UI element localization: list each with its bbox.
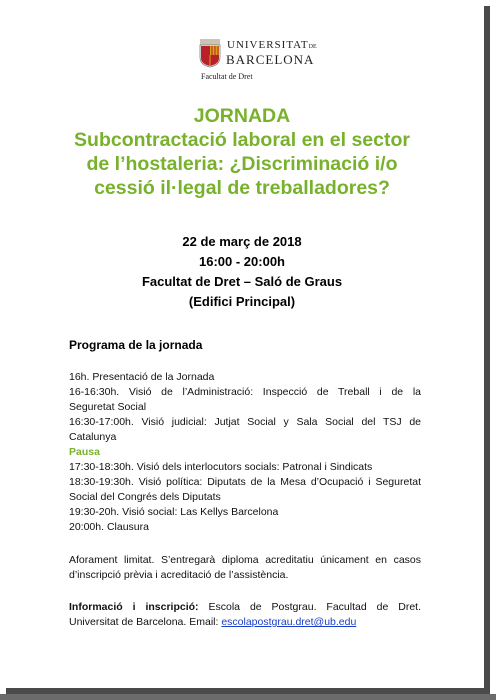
- program-heading: Programa de la jornada: [69, 338, 203, 352]
- title-line-3: de l’hostaleria: ¿Discriminació i/o: [86, 153, 398, 175]
- event-time: 16:00 - 20:00h: [199, 254, 285, 269]
- title-line-1: JORNADA: [193, 105, 291, 127]
- event-building: (Edifici Principal): [188, 294, 296, 309]
- title-line-2: Subcontractació laboral en el sector: [74, 129, 410, 151]
- info-text-2: Universitat de Barcelona. Email:: [69, 616, 222, 628]
- program-line: 16h. Presentació de la Jornada: [69, 371, 215, 383]
- university-name-line1: UNIVERSITATDE: [227, 39, 317, 51]
- university-logo: [199, 38, 329, 88]
- event-date: 22 de març de 2018: [182, 234, 302, 249]
- program-line: 16-16:30h. Visió de l’Administració: Inspecció de Treball i de la: [69, 386, 421, 398]
- notice-line-2: d’inscripció prèvia i acreditació de l’assistència.: [69, 569, 289, 581]
- info-text-1: Escola de Postgrau. Facultad de Dret.: [198, 601, 421, 613]
- page-shadow-bottom-edge: [0, 694, 496, 700]
- faculty-name: Facultat de Dret: [201, 72, 253, 81]
- program-line: 19:30-20h. Visió social: Las Kellys Barcelona: [69, 506, 279, 518]
- email-link[interactable]: escolapostgrau.dret@ub.edu: [221, 616, 357, 628]
- event-place: Facultat de Dret – Saló de Graus: [141, 274, 343, 289]
- info-label: Informació i inscripció:: [69, 601, 199, 613]
- program-line: 16:30-17:00h. Visió judicial: Jutjat Social y Sala Social del TSJ de: [69, 416, 421, 428]
- program-pause: Pausa: [69, 446, 100, 458]
- notice-line-1: Aforament limitat. S’entregarà diploma acreditatiu únicament en casos: [69, 554, 421, 566]
- info-line-2: [69, 615, 421, 630]
- info-line-1: [69, 600, 421, 615]
- university-name-line2: BARCELONA: [226, 52, 315, 67]
- title-line-4: cessió il·legal de treballadores?: [94, 177, 390, 199]
- program-line: Catalunya: [69, 431, 117, 443]
- university-shield-icon: [199, 38, 221, 68]
- page-shadow-right: [484, 6, 490, 694]
- program-line: 18:30-19:30h. Visió política: Diputats de la Mesa d’Ocupació i Seguretat: [69, 476, 421, 488]
- program-line: Social del Congrés dels Diputats: [69, 491, 221, 503]
- program-line: Seguretat Social: [69, 401, 147, 413]
- program-line: 17:30-18:30h. Visió dels interlocutors socials: Patronal i Sindicats: [69, 461, 373, 473]
- program-line: 20:00h. Clausura: [69, 521, 149, 533]
